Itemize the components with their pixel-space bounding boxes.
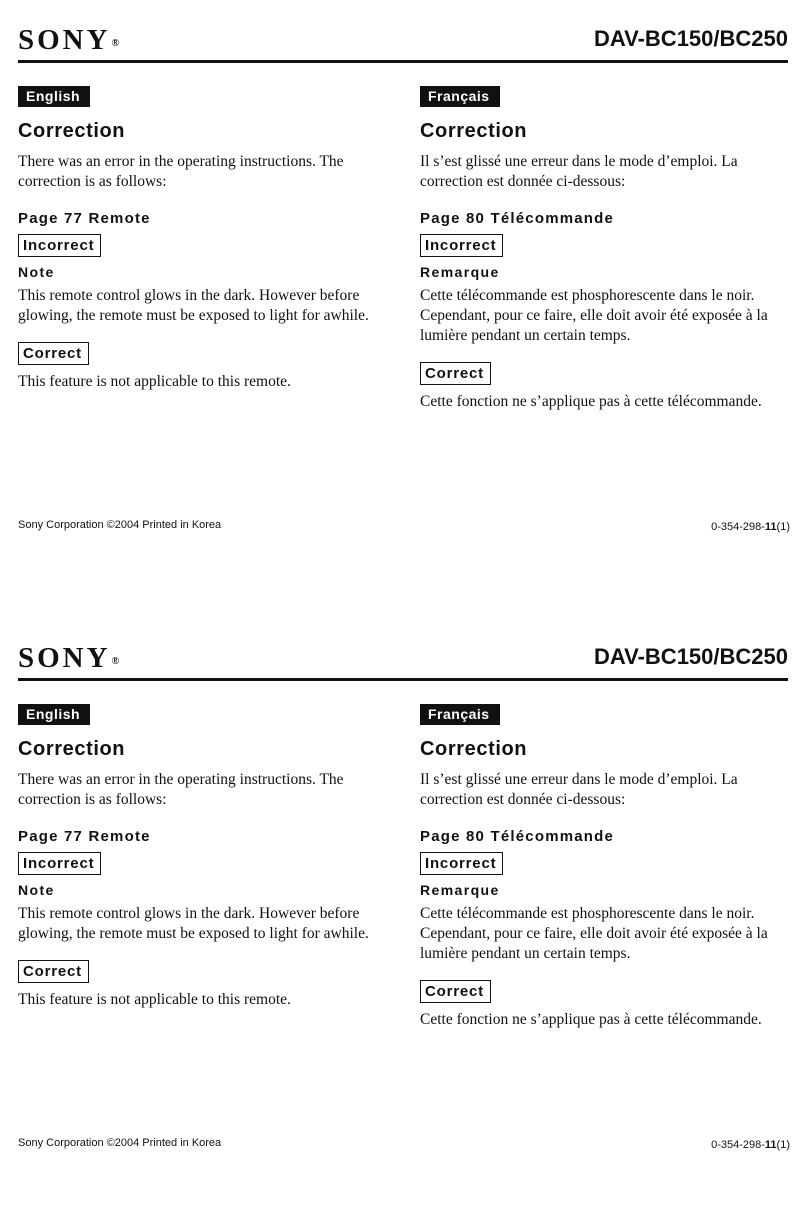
correct-text: Cette fonction ne s’applique pas à cette télécommande. — [420, 393, 762, 410]
correct-text: Cette fonction ne s’applique pas à cette télécommande. — [420, 1011, 762, 1028]
french-column — [420, 86, 792, 412]
footer-copyright: Sony Corporation ©2004 Printed in Korea — [18, 1137, 222, 1149]
section-title: Correction — [420, 738, 528, 760]
incorrect-label: Incorrect — [18, 234, 101, 257]
footer-copyright: Sony Corporation ©2004 Printed in Korea — [18, 519, 222, 531]
correct-label: Correct — [18, 960, 89, 983]
correct-label: Correct — [420, 362, 491, 385]
correct-label: Correct — [420, 980, 491, 1003]
correction-sheet-bottom — [0, 618, 808, 1208]
english-column — [18, 704, 393, 1010]
correct-text: This feature is not applicable to this remote. — [18, 373, 291, 390]
sony-logo: SONY® — [18, 24, 120, 56]
header-rule — [18, 60, 788, 63]
header-rule — [18, 678, 788, 681]
note-label: Note — [18, 882, 55, 898]
page-reference: Page 77 Remote — [18, 828, 151, 845]
intro-paragraph: Il s’est glissé une erreur dans le mode d’emploi. La correction est donnée ci-dessous: — [420, 153, 738, 190]
incorrect-text: Cette télécommande est phosphorescente dans le noir. Cependant, pour ce faire, elle doit avoir été exposée à la lumière pendant un certain temps. — [420, 287, 768, 344]
language-badge-french: Français — [420, 704, 500, 725]
correction-sheet-top — [0, 0, 808, 590]
incorrect-text: This remote control glows in the dark. However before glowing, the remote must be exposed to light for awhile. — [18, 287, 369, 324]
model-number: DAV-BC150/BC250 — [593, 644, 788, 669]
note-label: Remarque — [420, 882, 500, 898]
correct-label: Correct — [18, 342, 89, 365]
english-column — [18, 86, 393, 392]
page-reference: Page 77 Remote — [18, 210, 151, 227]
incorrect-label: Incorrect — [420, 234, 503, 257]
sony-logo: SONY® — [18, 642, 120, 674]
section-title: Correction — [18, 120, 126, 142]
incorrect-text: Cette télécommande est phosphorescente dans le noir. Cependant, pour ce faire, elle doit avoir été exposée à la lumière pendant un certain temps. — [420, 905, 768, 962]
footer-part-code: 0-354-298-11(1) — [711, 521, 790, 533]
incorrect-label: Incorrect — [420, 852, 503, 875]
french-column — [420, 704, 792, 1030]
language-badge-french: Français — [420, 86, 500, 107]
intro-paragraph: There was an error in the operating instructions. The correction is as follows: — [18, 771, 344, 808]
page-reference: Page 80 Télécommande — [420, 828, 615, 845]
model-number: DAV-BC150/BC250 — [593, 26, 788, 51]
note-label: Note — [18, 264, 55, 280]
incorrect-label: Incorrect — [18, 852, 101, 875]
correct-text: This feature is not applicable to this remote. — [18, 991, 291, 1008]
page-reference: Page 80 Télécommande — [420, 210, 615, 227]
language-badge-english: English — [18, 86, 90, 107]
section-title: Correction — [420, 120, 528, 142]
intro-paragraph: Il s’est glissé une erreur dans le mode d’emploi. La correction est donnée ci-dessous: — [420, 771, 738, 808]
note-label: Remarque — [420, 264, 500, 280]
footer-part-code: 0-354-298-11(1) — [711, 1139, 790, 1151]
intro-paragraph: There was an error in the operating instructions. The correction is as follows: — [18, 153, 344, 190]
incorrect-text: This remote control glows in the dark. However before glowing, the remote must be exposed to light for awhile. — [18, 905, 369, 942]
language-badge-english: English — [18, 704, 90, 725]
section-title: Correction — [18, 738, 126, 760]
